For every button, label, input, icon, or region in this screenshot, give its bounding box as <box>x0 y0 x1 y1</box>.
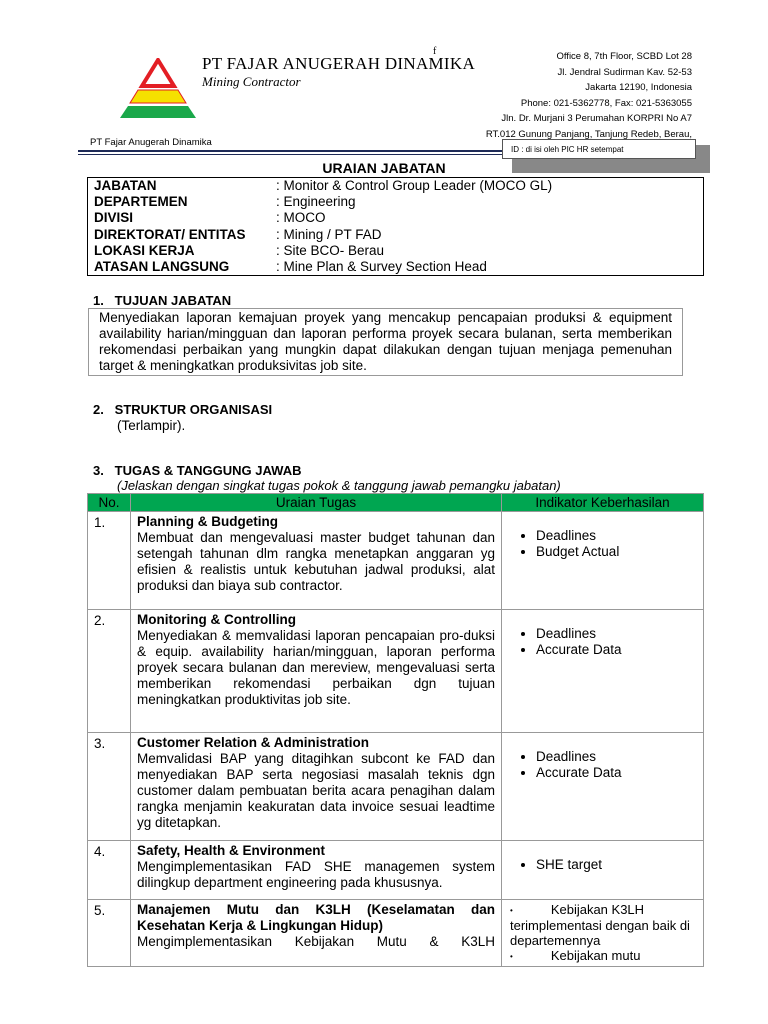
info-row <box>88 178 704 195</box>
indicator-item: • SHE target <box>536 857 697 873</box>
info-label: DIREKTORAT/ ENTITAS <box>94 226 246 242</box>
bullet-icon: • <box>510 952 513 962</box>
indicator-item: • Accurate Data <box>536 642 697 658</box>
task-title: Monitoring & Controlling <box>137 612 296 627</box>
company-logo <box>118 58 208 120</box>
logo-green-band <box>120 106 196 118</box>
table-row <box>88 900 704 967</box>
task-title: Planning & Budgeting <box>137 514 278 529</box>
section-1-text: Menyediakan laporan kemajuan proyek yang mencakup pencapaian produksi & equipment availability harian/mingguan dan laporan performa proyek secara bulanan, serta memberikan rekomendasi perbaikan yang mungkin dapat dilakukan dengan tujuan menjaga pemenuhan target & meningkatkan produksivitas job site. <box>88 308 683 376</box>
document-title: URAIAN JABATAN <box>322 160 446 176</box>
indicator-text: Kebijakan K3LH terimplementasi dengan baik di departemennya <box>510 902 690 949</box>
section-3-heading: 3. TUGAS & TANGGUNG JAWAB <box>93 463 302 478</box>
col-uraian: Uraian Tugas <box>131 494 502 512</box>
indicator-item <box>510 902 697 948</box>
task-desc: Mengimplementasikan FAD SHE managemen system dilingkup department engineering pada khususnya. <box>137 859 495 890</box>
info-label: DIVISI <box>94 210 134 226</box>
info-value: : Engineering <box>276 194 356 210</box>
indicator-item: • Accurate Data <box>536 765 697 781</box>
stray-mark: f <box>433 46 437 57</box>
info-row <box>88 243 704 259</box>
task-indicators <box>502 733 704 841</box>
task-title: Manajemen Mutu dan K3LH (Keselamatan dan Kesehatan Kerja & Lingkungan Hidup) <box>137 902 495 933</box>
task-no: 5. <box>88 900 131 967</box>
table-row <box>88 610 704 733</box>
indicator-text: Kebijakan mutu <box>550 948 641 964</box>
task-no: 1. <box>88 512 131 610</box>
tasks-table <box>87 493 704 967</box>
address-line: Jln. Dr. Murjani 3 Perumahan KORPRI No A7 <box>501 113 692 124</box>
indicator-item: • Deadlines <box>536 626 697 642</box>
indicator-item: • Deadlines <box>536 749 697 765</box>
task-no: 4. <box>88 841 131 900</box>
task-indicators <box>502 841 704 900</box>
info-label: ATASAN LANGSUNG <box>94 259 230 275</box>
address-line: Office 8, 7th Floor, SCBD Lot 28 <box>556 51 692 62</box>
bullet-icon: • <box>510 906 513 916</box>
info-label: JABATAN <box>94 178 157 194</box>
task-desc: Membuat dan mengevaluasi master budget tahunan dan setengah tahunan dlm rangka menetapkan anggaran yg efisien & realistis untuk kebutuhan jadwal produksi, alat produksi dan biaya sub contractor. <box>137 530 495 593</box>
id-note-box: ID : di isi oleh PIC HR setempat <box>502 139 696 159</box>
task-cell <box>131 900 502 967</box>
table-row <box>88 841 704 900</box>
info-label: DEPARTEMEN <box>94 194 188 210</box>
task-cell <box>131 733 502 841</box>
address-line: RT.012 Gunung Panjang, Tanjung Redeb, Berau, <box>485 128 692 140</box>
address-line: Jl. Jendral Sudirman Kav. 52-53 <box>557 66 692 78</box>
info-value: : Site BCO- Berau <box>276 242 385 258</box>
info-row <box>88 210 704 226</box>
company-subtitle: Mining Contractor <box>202 74 301 89</box>
address-line: Phone: 021-5362778, Fax: 021-5363055 <box>520 97 692 109</box>
info-row <box>88 194 704 210</box>
logo-caption: PT Fajar Anugerah Dinamika <box>90 137 212 148</box>
tasks-header-row <box>88 494 704 512</box>
section-1-heading: 1. TUJUAN JABATAN <box>93 293 232 308</box>
section-2-heading: 2. STRUKTUR ORGANISASI <box>93 402 273 417</box>
indicator-item <box>510 948 697 964</box>
job-info-table <box>87 177 704 276</box>
table-row <box>88 733 704 841</box>
col-no: No. <box>88 494 131 512</box>
company-name: PT FAJAR ANUGERAH DINAMIKA <box>202 54 476 73</box>
task-desc: Memvalidasi BAP yang ditagihkan subcont ke FAD dan menyediakan BAP serta negosiasi masalah teknis dgn customer dalam pembuatan berita acara penagihan dalam rangka menjamin keakuratan data invoice sesuai leadtime yg ditetapkan. <box>137 751 495 830</box>
info-value: : Monitor & Control Group Leader (MOCO GL) <box>276 178 553 194</box>
info-value: : MOCO <box>276 210 326 226</box>
section-3-note: (Jelaskan dengan singkat tugas pokok & tanggung jawab pemangku jabatan) <box>117 478 561 493</box>
info-label: LOKASI KERJA <box>94 242 195 258</box>
indicator-item: • Budget Actual <box>536 544 697 560</box>
table-row <box>88 512 704 610</box>
section-2-text: (Terlampir). <box>117 418 186 433</box>
task-desc: Menyediakan & memvalidasi laporan pencapaian pro-duksi & equip. availability harian/mingguan, laporan performa proyek secara bulanan dan mereview, mengevaluasi serta memberikan rekomendasi perbaikan dgn tujuan meningkatkan produktivitas job site. <box>137 628 495 707</box>
task-indicators <box>502 900 704 967</box>
info-row <box>88 259 704 276</box>
task-indicators <box>502 512 704 610</box>
info-row <box>88 227 704 243</box>
company-address <box>392 49 692 142</box>
logo-yellow-band <box>130 90 186 103</box>
task-no: 3. <box>88 733 131 841</box>
task-cell <box>131 610 502 733</box>
task-desc: Mengimplementasikan Kebijakan Mutu & K3LH <box>137 934 495 949</box>
logo-top-triangle <box>142 60 174 86</box>
task-title: Customer Relation & Administration <box>137 735 370 750</box>
address-line: Jakarta 12190, Indonesia <box>585 82 692 93</box>
task-title: Safety, Health & Environment <box>137 843 326 858</box>
info-value: : Mining / PT FAD <box>276 226 382 242</box>
task-no: 2. <box>88 610 131 733</box>
indicator-item: • Deadlines <box>536 528 697 544</box>
task-cell <box>131 841 502 900</box>
col-indikator: Indikator Keberhasilan <box>502 494 704 512</box>
info-value: : Mine Plan & Survey Section Head <box>276 259 487 275</box>
task-indicators <box>502 610 704 733</box>
task-cell <box>131 512 502 610</box>
